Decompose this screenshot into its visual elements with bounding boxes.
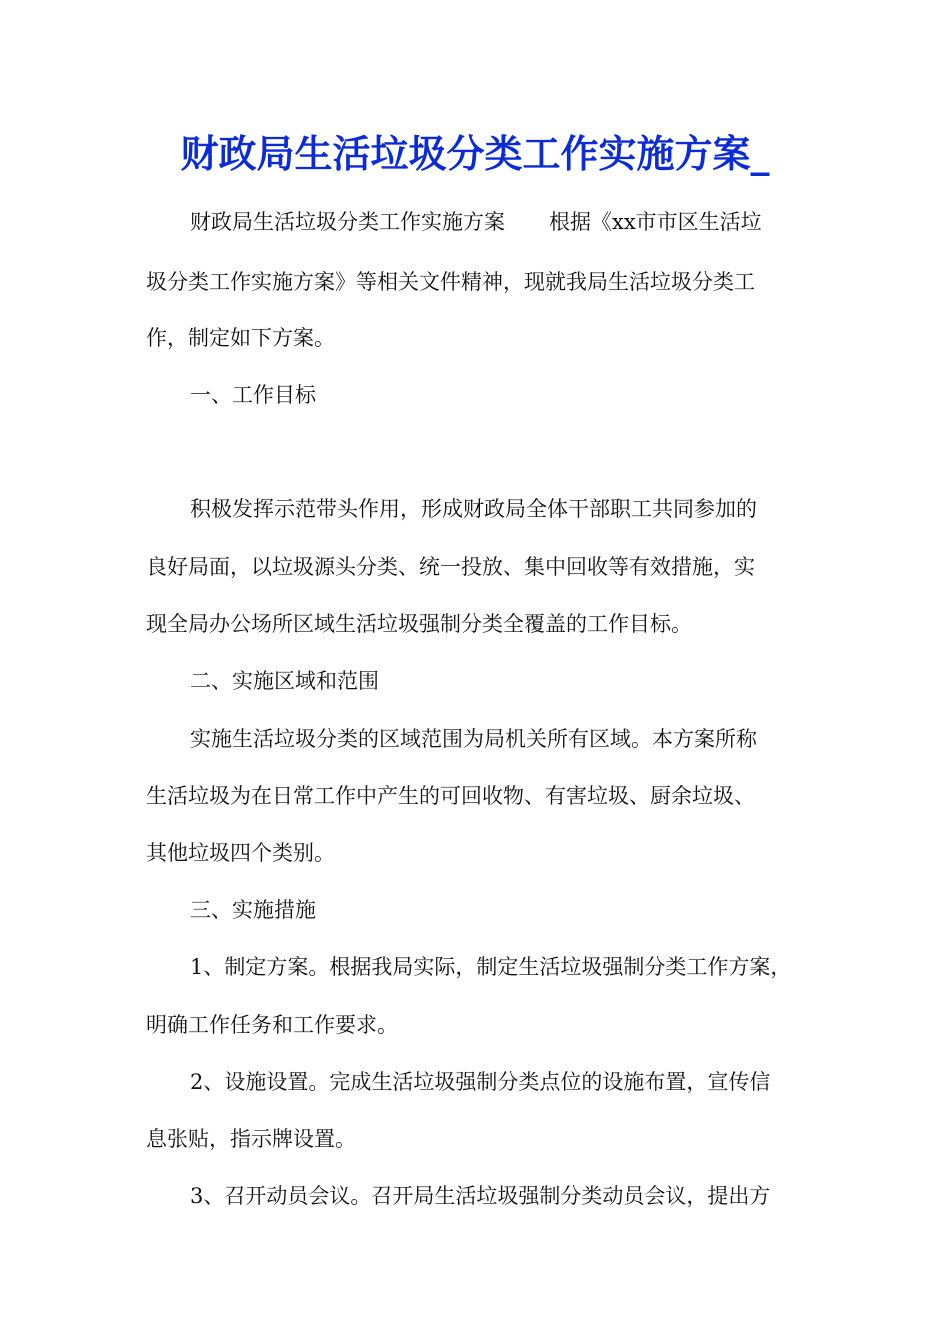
section2-line-3: 其他垃圾四个类别。 [146,841,335,865]
section1-line-3: 现全局办公场所区域生活垃圾强制分类全覆盖的工作目标。 [146,612,692,636]
intro-line-2: 圾分类工作实施方案》等相关文件精神，现就我局生活垃圾分类工 [146,270,755,294]
section1-heading: 一、工作目标 [190,383,316,407]
intro-basis: 根据《xx市市区生活垃 [549,210,762,234]
intro-doc-name: 财政局生活垃圾分类工作实施方案 [190,210,505,234]
section1-line-2: 良好局面，以垃圾源头分类、统一投放、集中回收等有效措施，实 [146,555,755,579]
section3-item1-line-2: 明确工作任务和工作要求。 [146,1013,398,1037]
section1-line-1: 积极发挥示范带头作用，形成财政局全体干部职工共同参加的 [190,497,757,521]
section2-heading: 二、实施区域和范围 [190,669,379,693]
section3-item2-line-2: 息张贴，指示牌设置。 [146,1127,356,1151]
intro-line-1 [190,206,762,238]
section3-heading: 三、实施措施 [190,898,316,922]
intro-line-3: 作，制定如下方案。 [146,326,335,350]
section3-item3-line-1: 3、召开动员会议。召开局生活垃圾强制分类动员会议，提出方 [190,1184,771,1208]
section3-item2-line-1: 2、设施设置。完成生活垃圾强制分类点位的设施布置，宣传信 [190,1070,771,1094]
section3-item1-line-1: 1、制定方案。根据我局实际，制定生活垃圾强制分类工作方案， [190,955,792,979]
section2-line-2: 生活垃圾为在日常工作中产生的可回收物、有害垃圾、厨余垃圾、 [146,784,755,808]
document-title: 财政局生活垃圾分类工作实施方案_ [180,131,770,176]
section2-line-1: 实施生活垃圾分类的区域范围为局机关所有区域。本方案所称 [190,727,757,751]
